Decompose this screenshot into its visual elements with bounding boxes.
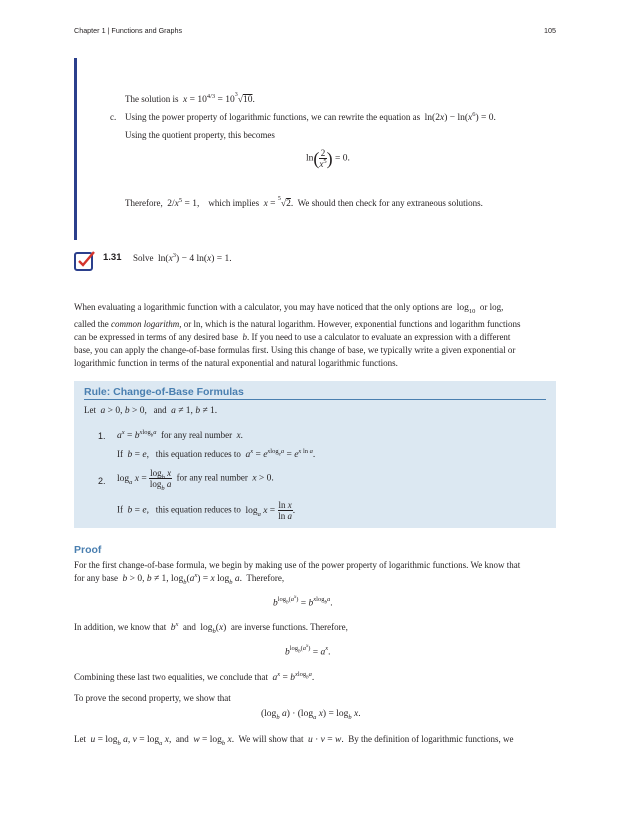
proof-paragraph-3: Combining these last two equalities, we conclude that $a^x = b^{xlog_ba}$. xyxy=(74,670,315,683)
proof-title: Proof xyxy=(74,544,102,556)
running-header: Chapter 1 | Functions and Graphs xyxy=(74,26,183,35)
proof-paragraph-4: To prove the second property, we show that xyxy=(74,693,231,703)
rule-item-1-number: 1. xyxy=(98,431,106,441)
rule-item-1: $a^x = b^{xlog_ba}$ for any real number x. xyxy=(117,428,243,441)
proof-paragraph-1: For the first change-of-base formula, we begin by making use of the power property of logarithmic functions. We know that for any base b > 0, b ≠ 1, $\log_b(a^x) = x$ $\log_b a$. Therefore, xyxy=(74,560,521,586)
rule-item-2-natural: If b = e, this equation reduces to $\log_a x$ = $\frac{\text{ln x}}{\text{ln a}}$ . xyxy=(117,500,296,521)
proof-paragraph-2: In addition, we know that $b^x$ and $\log_b(x)$ are inverse functions. Therefore, xyxy=(74,620,348,635)
page-number: 105 xyxy=(544,26,556,35)
part-c-text: Using the power property of logarithmic functions, we can rewrite the equation as $\ln(2x) - \ln(x^6) = 0$. xyxy=(125,110,496,123)
quotient-text: Using the quotient property, this becomes xyxy=(125,130,275,140)
example-side-bar xyxy=(74,58,77,240)
checkpoint-number: 1.31 xyxy=(103,252,122,263)
part-c-label: c. xyxy=(110,112,117,122)
proof-paragraph-5: Let $u = \log_b a$, $v = \log_a x$, and $w = \log_b x$. We will show that u · v = w. By the definition of logarithmic functions, we xyxy=(74,734,514,747)
therefore-line: Therefore, $2/x^5 = 1$, which implies x = $^5$√2. We should then check for any extraneous solutions. xyxy=(125,196,483,209)
proof-equation-1: $b^{log_b(a^x)} = b^{xlog_ba}$. xyxy=(273,595,333,609)
intro-paragraph: When evaluating a logarithmic function with a calculator, you may have noticed that the only options are $\log_{10}$ or log, called the common logarithm, or ln, which is the natural logarithm. However, exponential functions and logarithm functions can be expressed in terms of any desired base b. If you need to use a calculator to evaluate an expression with a different base, you can apply the change-of-base formulas first. Using this change of base, we typically write a given exponential or logarithmic function in terms of the natural exponential and natural logarithmic functions. xyxy=(74,302,521,368)
rule-title: Rule: Change-of-Base Formulas xyxy=(84,386,244,398)
rule-let-line: Let a > 0, b > 0, and a ≠ 1, b ≠ 1. xyxy=(84,405,218,416)
checkpoint-text: Solve $\ln(x^3) - 4$ ln(x) = 1. xyxy=(133,251,232,264)
checkbox-pencil-icon xyxy=(74,250,96,272)
rule-item-2-number: 2. xyxy=(98,476,106,486)
rule-title-underline xyxy=(84,399,546,400)
rule-item-1-natural: If b = e, this equation reduces to $a^x = e^{xlog_ea} = e^{x ln a}$. xyxy=(117,447,316,460)
proof-equation-2: $b^{log_b(a^x)} = a^x$. xyxy=(285,644,331,658)
solution-line: The solution is $x = 10^{4/3} = 10^3√10$. xyxy=(125,92,255,105)
quotient-equation: ln( $\frac{2}{x^5}$ ) = 0. xyxy=(306,148,350,169)
proof-equation-3: ($\log_b$ $a) \cdot (\log_a$ $x) = \log_b x$. xyxy=(261,709,361,721)
rule-item-2: $\log_a x$ = $\frac{\log_b x}{\log_b a}$ for any real number x > 0. xyxy=(117,468,274,492)
